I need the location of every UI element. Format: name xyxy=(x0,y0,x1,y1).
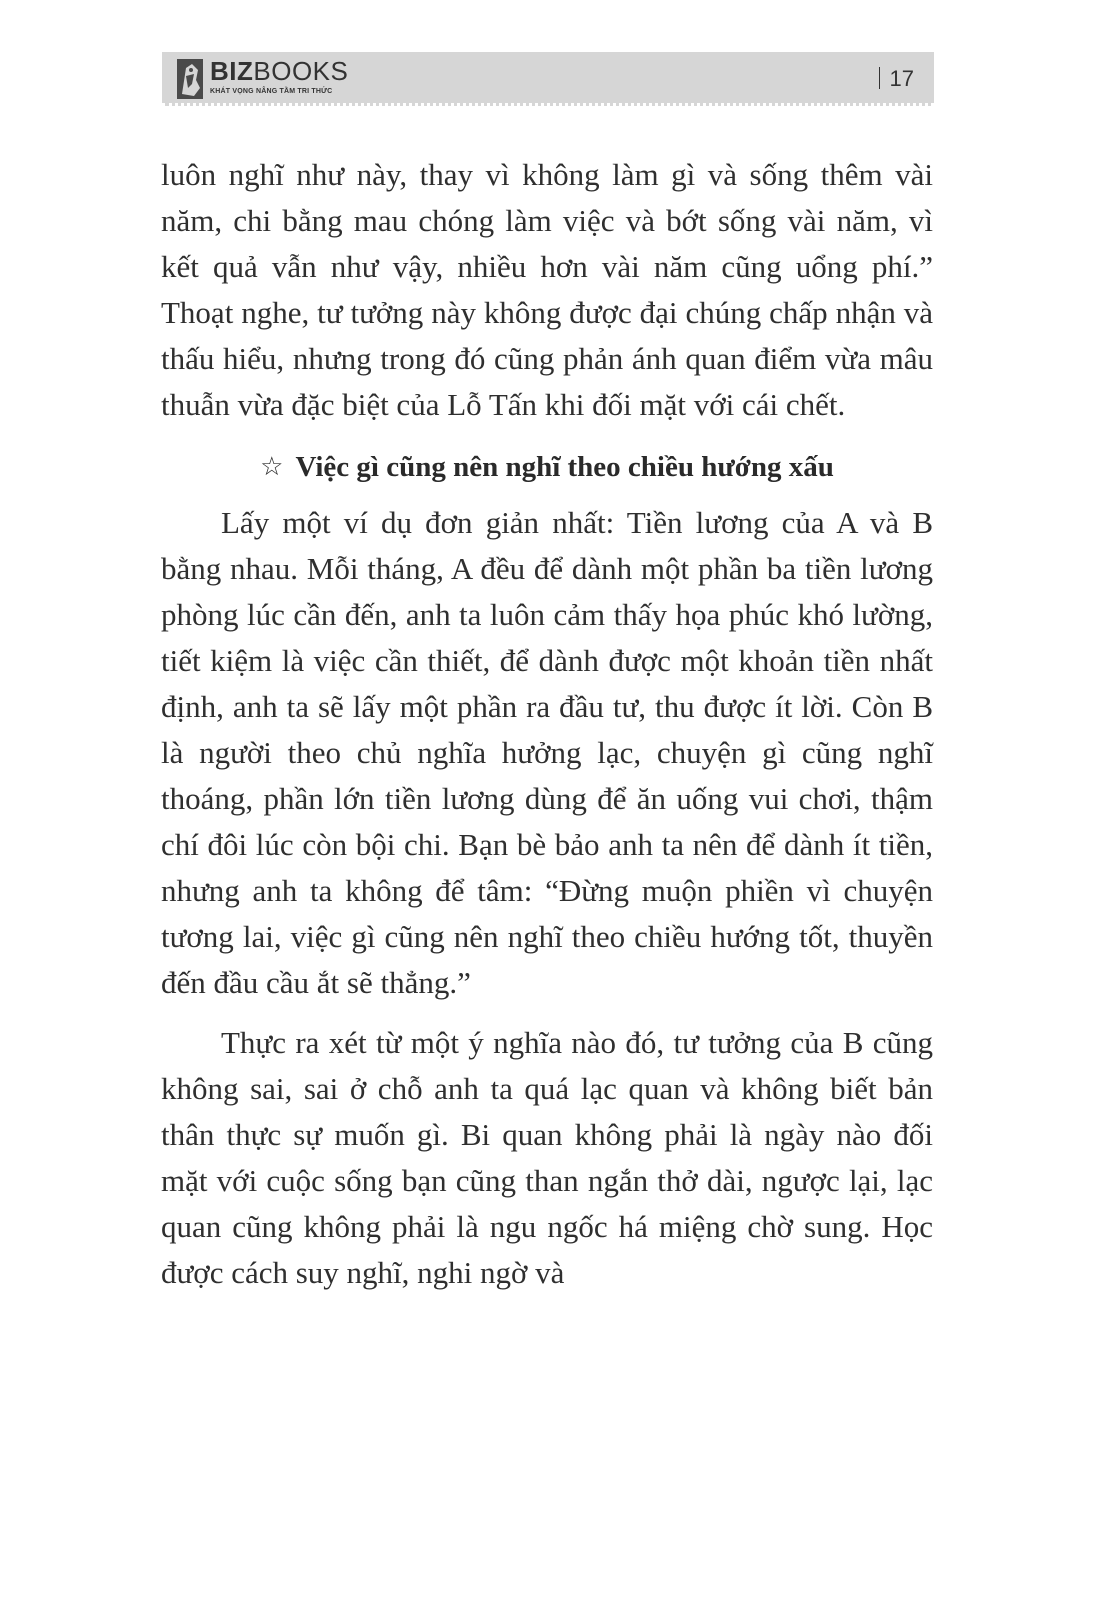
star-icon: ☆ xyxy=(260,452,284,482)
page-number-divider xyxy=(879,67,880,89)
brand-name xyxy=(210,56,348,86)
section-heading xyxy=(161,444,933,490)
paragraph-spacer xyxy=(161,1006,933,1020)
page-header xyxy=(162,52,934,106)
brand-tagline: KHÁT VỌNG NÂNG TẦM TRI THỨC xyxy=(210,88,333,95)
page-body xyxy=(161,152,933,1296)
paragraph-example: Lấy một ví dụ đơn giản nhất: Tiền lương của A và B bằng nhau. Mỗi tháng, A đều để dành một phần ba tiền lương phòng lúc cần đến, anh ta luôn cảm thấy họa phúc khó lường, tiết kiệm là việc cần thiết, để dành được một khoản tiền nhất định, anh ta sẽ lấy một phần ra đầu tư, thu được ít lời. Còn B là người theo chủ nghĩa hưởng lạc, chuyện gì cũng nghĩ thoáng, phần lớn tiền lương dùng để ăn uống vui chơi, thậm chí đôi lúc còn bội chi. Bạn bè bảo anh ta nên để dành ít tiền, nhưng anh ta không để tâm: “Đừng muộn phiền vì chuyện tương lai, việc gì cũng nên nghĩ theo chiều hướng tốt, thuyền đến đầu cầu ắt sẽ thẳng.” xyxy=(161,505,933,1000)
bizbooks-logo-icon xyxy=(176,58,204,100)
paragraph-reflection: Thực ra xét từ một ý nghĩa nào đó, tư tưởng của B cũng không sai, sai ở chỗ anh ta quá lạc quan và không biết bản thân thực sự muốn gì. Bi quan không phải là ngày nào đối mặt với cuộc sống bạn cũng than ngắn thở dài, ngược lại, lạc quan cũng không phải là ngu ngốc há miệng chờ sung. Học được cách suy nghĩ, nghi ngờ và xyxy=(161,1025,933,1290)
page-number xyxy=(879,64,914,94)
paragraph-continuation: luôn nghĩ như này, thay vì không làm gì và sống thêm vài năm, chi bằng mau chóng làm việc và bớt sống vài năm, vì kết quả vẫn như vậy, nhiều hơn vài năm cũng uổng phí.” Thoạt nghe, tư tưởng này không được đại chúng chấp nhận và thấu hiểu, nhưng trong đó cũng phản ánh quan điểm vừa mâu thuẫn vừa đặc biệt của Lỗ Tấn khi đối mặt với cái chết. xyxy=(161,157,933,422)
brand-name-bold: BIZ xyxy=(210,56,254,86)
brand-name-light: BOOKS xyxy=(253,56,349,86)
page-number-value: 17 xyxy=(889,66,914,91)
section-heading-text: Việc gì cũng nên nghĩ theo chiều hướng xấu xyxy=(295,451,834,483)
